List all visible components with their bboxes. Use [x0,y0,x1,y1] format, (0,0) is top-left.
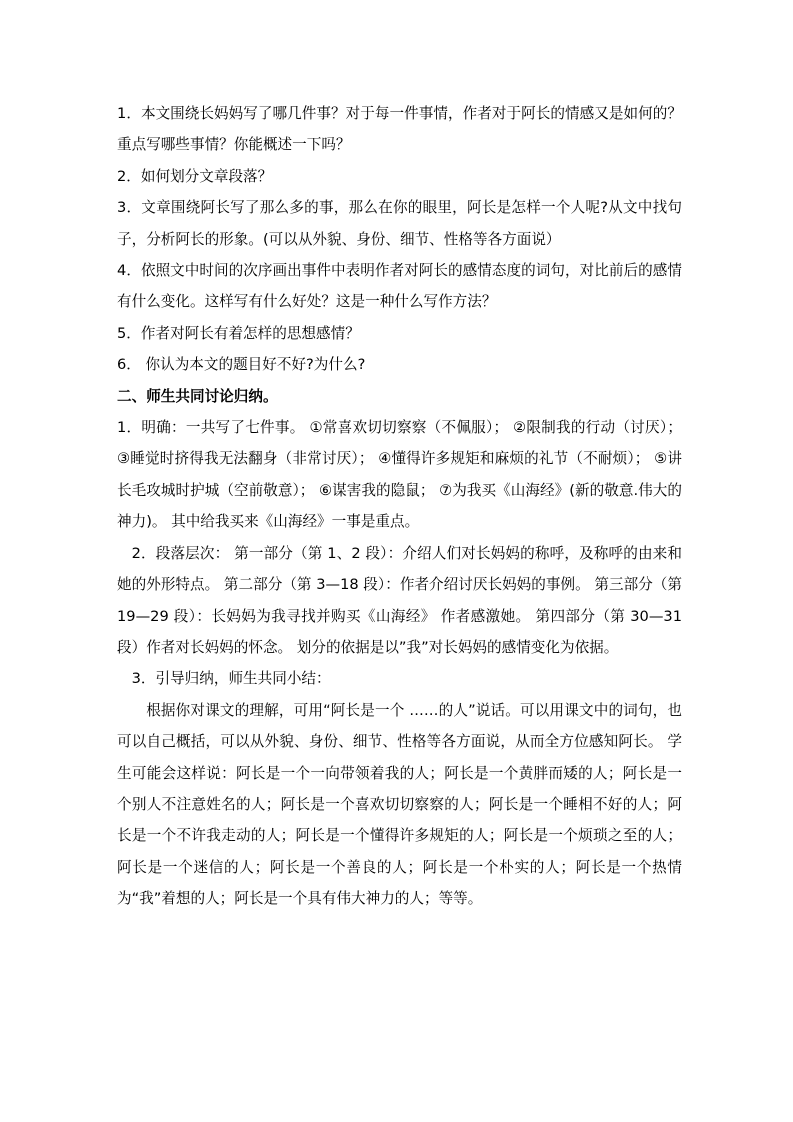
question-5: 5．作者对阿长有着怎样的思想感情？ [117,324,360,342]
answer-item-2: 2．段落层次： 第一部分（第 1、2 段）：介绍人们对长妈妈的称呼，及称呼的由来和她的外形特点。 第二部分（第 3—18 段）：作者介绍讨厌长妈妈的事例。 第三部分（第 19—29 段）：长妈妈为我寻找并购买《山海经》 作者感激她。 第四部分（第 30—31 段）作者对长妈妈的怀念。 划分的依据是以”我”对长妈妈的感情变化为依据。 [117,544,682,656]
section-heading: 二、师生共同讨论归纳。 [117,387,278,405]
document-body [117,98,682,915]
answer-item-1: 1．明确：一共写了七件事。 ①常喜欢切切察察（不佩服）； ②限制我的行动（讨厌）； ③睡觉时挤得我无法翻身（非常讨厌）； ④懂得许多规矩和麻烦的礼节（不耐烦）； ⑤讲长毛攻城时护城（空前敬意）； ⑥谋害我的隐鼠； ⑦为我买《山海经》(新的敬意.伟大的神力)。 其中给我买来《山海经》一事是重点。 [117,419,682,531]
question-1: 1．本文围绕长妈妈写了哪几件事？对于每一件事情，作者对于阿长的情感又是如何的？重点写哪些事情？你能概述一下吗？ [117,105,682,154]
answer-item-3-body: 根据你对课文的理解，可用“阿长是一个 ……的人”说话。可以用课文中的词句，也可以自己概括，可以从外貌、身份、细节、性格等各方面说，从而全方位感知阿长。 学生可能会这样说：阿长是一个一向带领着我的人；阿长是一个黄胖而矮的人；阿长是一个别人不注意姓名的人；阿长是一个喜欢切切察察的人；阿长是一个睡相不好的人；阿长是一个不许我走动的人；阿长是一个懂得许多规矩的人；阿长是一个烦琐之至的人；阿长是一个迷信的人；阿长是一个善良的人；阿长是一个朴实的人；阿长是一个热情为“我”着想的人；阿长是一个具有伟大神力的人；等等。 [117,701,682,908]
question-3: 3．文章围绕阿长写了那么多的事，那么在你的眼里，阿长是怎样一个人呢?从文中找句子，分析阿长的形象。(可以从外貌、身份、细节、性格等各方面说） [117,199,682,248]
question-2: 2．如何划分文章段落？ [117,167,273,185]
question-4: 4．依照文中时间的次序画出事件中表明作者对阿长的感情态度的词句，对比前后的感情有什么变化。这样写有什么好处？这是一种什么写作方法？ [117,262,682,311]
question-6: 6． 你认为本文的题目好不好?为什么? [117,356,366,374]
answer-item-3: 3．引导归纳，师生共同小结： [131,670,331,688]
